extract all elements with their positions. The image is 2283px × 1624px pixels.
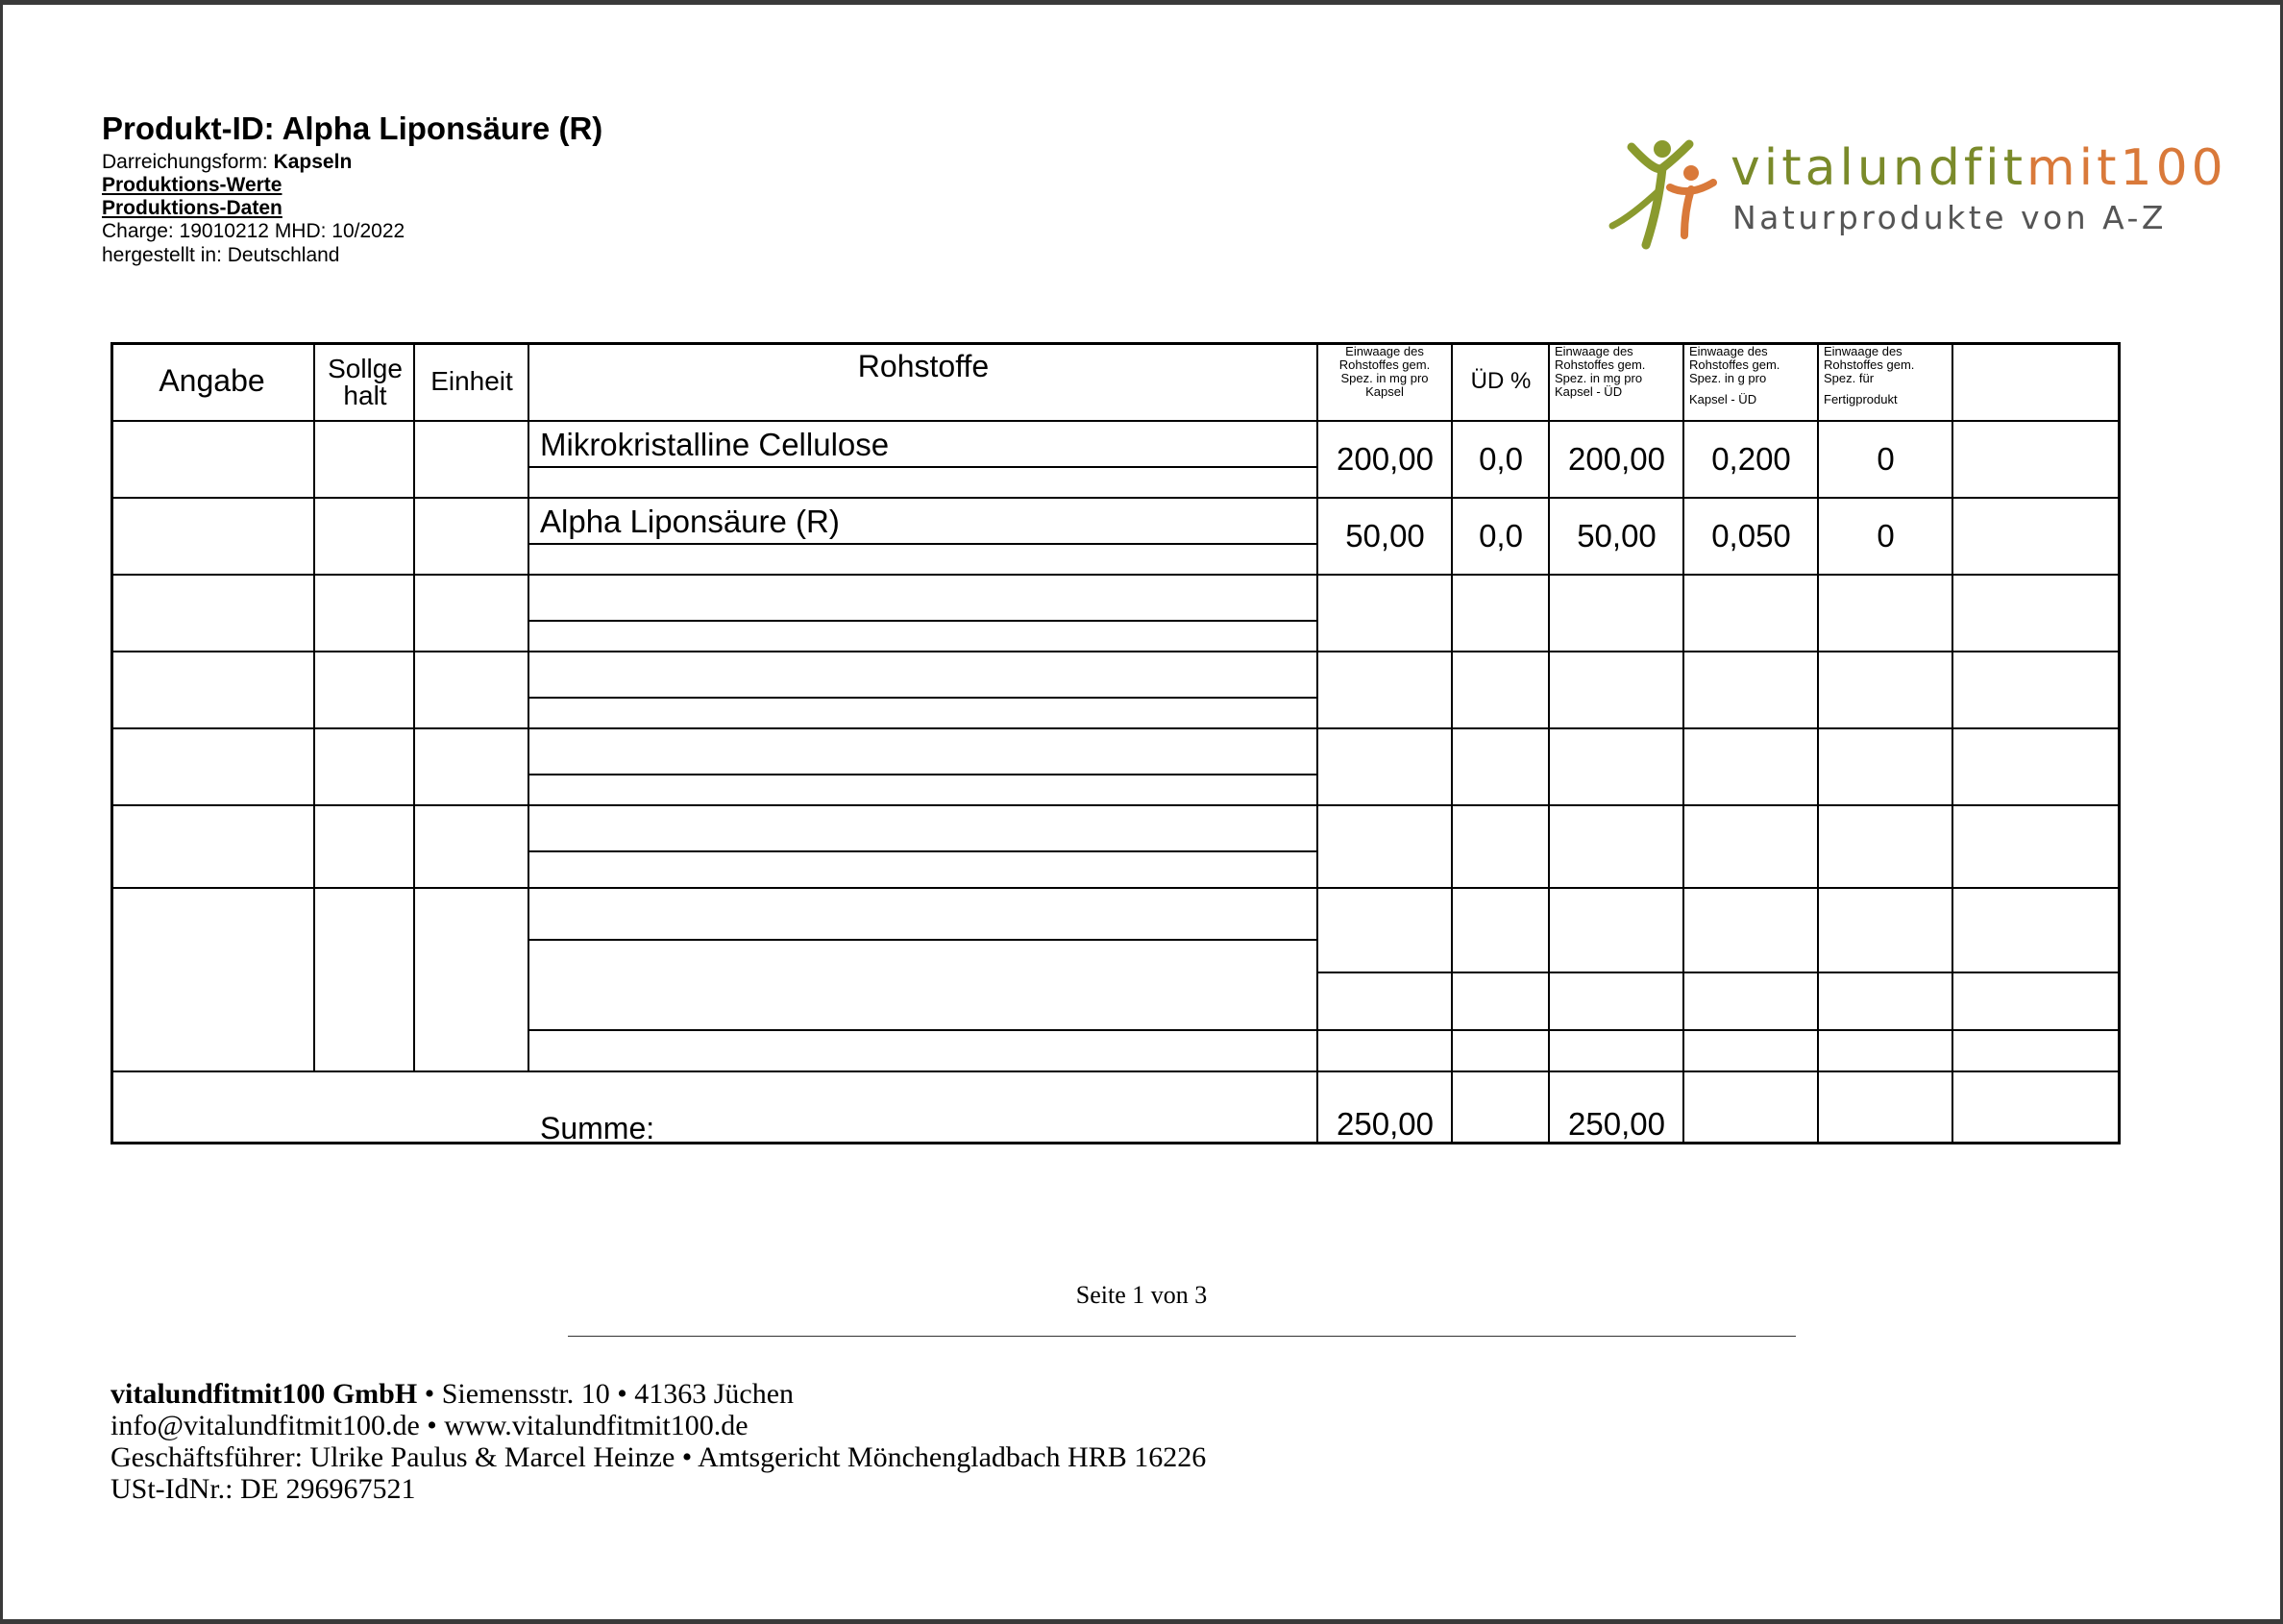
table-cell-mg: 50,00 (1345, 518, 1425, 554)
table-cell-g: 0,200 (1711, 441, 1791, 477)
made-in-line: hergestellt in: Deutschland (102, 244, 340, 266)
column-header-angabe: Angabe (159, 363, 265, 398)
column-header-einwaage-g-sub: Kapsel - ÜD (1689, 392, 1757, 406)
table-cell-mg-ud: 50,00 (1577, 518, 1657, 554)
charge-line: Charge: 19010212 MHD: 10/2022 (102, 220, 405, 242)
column-header-einwaage-mg-ud: Einwaage des Rohstoffes gem. Spez. in mg pro Kapsel - ÜD (1555, 344, 1646, 399)
footer-management: Geschäftsführer: Ulrike Paulus & Marcel Heinze • Amtsgericht Mönchengladbach HRB 16226 (110, 1441, 1207, 1473)
ingredients-table (110, 342, 2121, 1144)
summe-mg-ud: 250,00 (1568, 1106, 1665, 1142)
summe-mg: 250,00 (1337, 1106, 1434, 1142)
footer-vat: USt-IdNr.: DE 296967521 (110, 1473, 416, 1505)
column-header-einwaage-fertig-sub: Fertigprodukt (1824, 392, 1898, 406)
column-header-einwaage-mg: Einwaage des Rohstoffes gem. Spez. in mg pro Kapsel (1338, 344, 1431, 399)
production-values-link[interactable]: Produktions-Werte (102, 174, 282, 196)
document-page (3, 5, 2280, 1619)
footer-address: • Siemensstr. 10 • 41363 Jüchen (417, 1378, 795, 1410)
column-header-ud-percent: ÜD % (1470, 367, 1532, 394)
table-cell-fertig: 0 (1877, 441, 1895, 477)
production-data-link[interactable]: Produktions-Daten (102, 197, 282, 219)
table-row-rohstoff: Alpha Liponsäure (R) (540, 504, 840, 539)
footer-divider (568, 1336, 1796, 1337)
table-cell-ud: 0,0 (1479, 441, 1523, 477)
page-indicator: Seite 1 von 3 (1075, 1281, 1208, 1309)
footer-company-name: vitalundfitmit100 GmbH (110, 1378, 418, 1410)
product-title: Produkt-ID: Alpha Liponsäure (R) (102, 111, 603, 146)
footer-contact: info@vitalundfitmit100.de • www.vitalundfitmit100.de (110, 1410, 749, 1441)
table-cell-g: 0,050 (1711, 518, 1791, 554)
column-header-sollgehalt: Sollge halt (328, 353, 403, 410)
footer-company-line (110, 1378, 794, 1410)
summe-label: Summe: (540, 1111, 655, 1145)
dosage-form-line (102, 151, 352, 174)
dosage-form-label: Darreichungsform: (102, 151, 268, 173)
column-header-einwaage-g: Einwaage des Rohstoffes gem. Spez. in g pro (1689, 344, 1780, 385)
table-cell-mg-ud: 200,00 (1568, 441, 1665, 477)
table-cell-ud: 0,0 (1479, 518, 1523, 554)
column-header-einwaage-fertig: Einwaage des Rohstoffes gem. Spez. für (1824, 344, 1915, 385)
column-header-rohstoffe: Rohstoffe (857, 349, 990, 383)
brand-tagline: Naturprodukte von A-Z (1732, 199, 2168, 236)
brand-name: vitalundfitmit100 (1731, 139, 2227, 197)
column-header-einheit: Einheit (430, 365, 513, 396)
table-cell-fertig: 0 (1877, 518, 1895, 554)
table-cell-mg: 200,00 (1337, 441, 1434, 477)
table-row-rohstoff: Mikrokristalline Cellulose (540, 427, 890, 462)
dosage-form-value: Kapseln (273, 151, 353, 173)
